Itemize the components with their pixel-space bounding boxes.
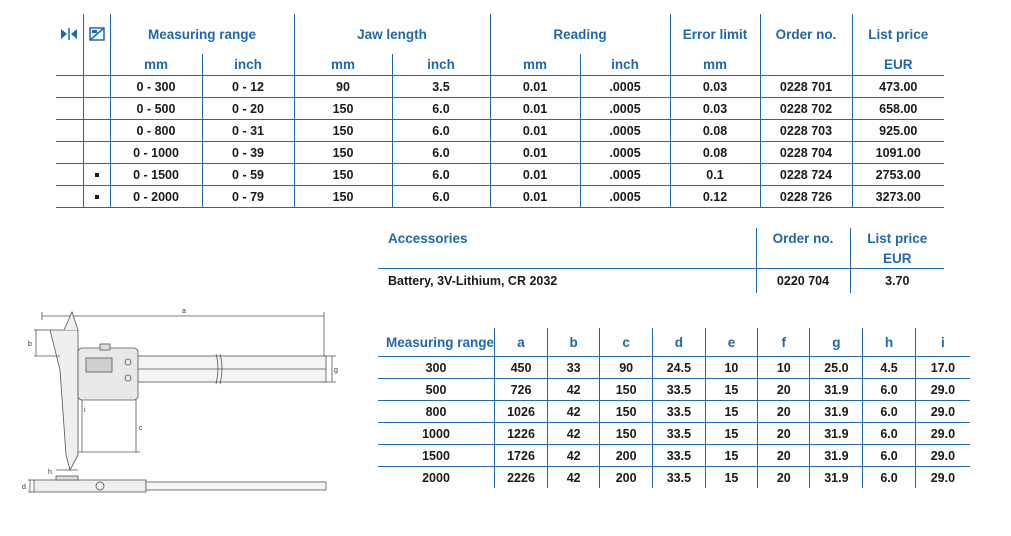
order-no-cell: 0228 704 [760,142,852,164]
dim-value-cell: 31.9 [810,401,863,423]
price-cell: 1091.00 [852,142,944,164]
price-cell: 2753.00 [852,164,944,186]
mark-cell [83,76,110,98]
mark-cell [83,142,110,164]
accessory-name: Battery, 3V-Lithium, CR 2032 [378,269,756,294]
range-mm-cell: 0 - 1500 [110,164,202,186]
jaw-mm-cell: 150 [294,120,392,142]
blank-cell [56,142,83,164]
acc-price-header: List price [850,228,944,248]
order-no-header: Order no. [760,14,852,54]
jaw-mm-cell: 150 [294,142,392,164]
jaw-mm-cell: 150 [294,98,392,120]
range-inch-cell: 0 - 39 [202,142,294,164]
table-row [378,401,970,423]
dim-value-cell: 20 [758,423,810,445]
jaw-mm-cell: 150 [294,164,392,186]
dim-label-c: c [139,425,143,432]
dim-col-header: a [495,328,548,357]
dim-value-cell: 33 [547,357,599,379]
dim-value-cell: 24.5 [652,357,705,379]
jaw-mm-subheader: mm [294,54,392,76]
dim-value-cell: 29.0 [915,467,970,489]
jaw-inch-cell: 6.0 [392,164,490,186]
dim-value-cell: 31.9 [810,423,863,445]
dim-range-cell: 1500 [378,445,495,467]
price-cell: 3273.00 [852,186,944,208]
reading-mm-cell: 0.01 [490,142,580,164]
range-inch-cell: 0 - 20 [202,98,294,120]
dim-value-cell: 33.5 [652,445,705,467]
blank-cell [56,76,83,98]
dim-value-cell: 42 [547,445,599,467]
dim-value-cell: 42 [547,423,599,445]
range-inch-cell: 0 - 31 [202,120,294,142]
reading-mm-cell: 0.01 [490,76,580,98]
dim-range-cell: 800 [378,401,495,423]
acc-order-header: Order no. [756,228,850,248]
price-cell: 473.00 [852,76,944,98]
price-cell: 658.00 [852,98,944,120]
list-price-header: List price [852,14,944,54]
error-limit-cell: 0.03 [670,76,760,98]
dim-value-cell: 6.0 [863,467,916,489]
dim-range-header: Measuring range [386,334,495,350]
range-inch-cell: 0 - 12 [202,76,294,98]
dim-range-cell: 500 [378,379,495,401]
dim-value-cell: 29.0 [915,423,970,445]
accessory-price: 3.70 [850,269,944,294]
dim-value-cell: 33.5 [652,423,705,445]
dim-col-header: b [547,328,599,357]
accessory-order: 0220 704 [756,269,850,294]
reading-mm-cell: 0.01 [490,120,580,142]
jaw-inch-subheader: inch [392,54,490,76]
dim-value-cell: 150 [600,423,653,445]
reading-inch-cell: .0005 [580,76,670,98]
jaw-inch-cell: 3.5 [392,76,490,98]
dim-value-cell: 31.9 [810,379,863,401]
reading-inch-cell: .0005 [580,142,670,164]
jaw-inch-cell: 6.0 [392,120,490,142]
dim-value-cell: 90 [600,357,653,379]
price-eur-subheader: EUR [852,54,944,76]
dim-value-cell: 31.9 [810,467,863,489]
dim-value-cell: 150 [600,401,653,423]
error-limit-header: Error limit [670,14,760,54]
table-row [56,120,944,142]
range-inch-subheader: inch [202,54,294,76]
dim-value-cell: 450 [495,357,548,379]
blank-cell [56,120,83,142]
range-mm-cell: 0 - 1000 [110,142,202,164]
order-no-cell: 0228 701 [760,76,852,98]
dim-label-g: g [334,367,338,374]
clamp-symbol-icon [56,14,83,54]
dim-value-cell: 1726 [495,445,548,467]
reading-header: Reading [490,14,670,54]
table-row [56,142,944,164]
dim-col-header: i [915,328,970,357]
dimensions-table [378,328,970,488]
bullet-icon [95,195,99,199]
jaw-inch-cell: 6.0 [392,98,490,120]
dim-value-cell: 42 [547,467,599,489]
blank-header [756,248,850,269]
dim-col-header: e [705,328,757,357]
dim-value-cell: 10 [758,357,810,379]
dim-value-cell: 20 [758,445,810,467]
range-mm-cell: 0 - 2000 [110,186,202,208]
accessories-header: Accessories [388,230,468,246]
table-row [378,423,970,445]
dim-col-header: f [758,328,810,357]
error-limit-cell: 0.03 [670,98,760,120]
reading-inch-cell: .0005 [580,164,670,186]
dim-range-cell: 300 [378,357,495,379]
dim-value-cell: 20 [758,401,810,423]
table-row [378,379,970,401]
dim-label-h: h [48,469,52,476]
dim-value-cell: 150 [600,379,653,401]
reading-inch-subheader: inch [580,54,670,76]
dim-value-cell: 42 [547,379,599,401]
reading-mm-cell: 0.01 [490,164,580,186]
mark-cell [83,164,110,186]
dim-value-cell: 1026 [495,401,548,423]
table-row [56,98,944,120]
reading-inch-cell: .0005 [580,186,670,208]
dim-col-header: h [863,328,916,357]
reading-inch-cell: .0005 [580,120,670,142]
dim-label-b: b [28,341,32,348]
dim-col-header: g [810,328,863,357]
order-no-cell: 0228 703 [760,120,852,142]
blank-header [56,54,83,76]
dim-col-header: c [600,328,653,357]
table-row [56,186,944,208]
dim-value-cell: 42 [547,401,599,423]
error-limit-cell: 0.08 [670,142,760,164]
dim-col-header: d [652,328,705,357]
range-mm-cell: 0 - 300 [110,76,202,98]
dim-value-cell: 33.5 [652,467,705,489]
table-row [378,445,970,467]
dim-label-d: d [22,484,26,491]
dim-value-cell: 17.0 [915,357,970,379]
dim-value-cell: 726 [495,379,548,401]
mark-cell [83,120,110,142]
blank-cell [56,164,83,186]
dim-value-cell: 15 [705,379,757,401]
dim-value-cell: 33.5 [652,401,705,423]
dim-value-cell: 6.0 [863,445,916,467]
range-inch-cell: 0 - 79 [202,186,294,208]
table-row [378,357,970,379]
range-mm-subheader: mm [110,54,202,76]
range-mm-cell: 0 - 500 [110,98,202,120]
dim-value-cell: 1226 [495,423,548,445]
blank-header [378,248,756,269]
blank-header [83,54,110,76]
error-mm-subheader: mm [670,54,760,76]
dim-value-cell: 2226 [495,467,548,489]
dim-range-cell: 2000 [378,467,495,489]
error-limit-cell: 0.12 [670,186,760,208]
error-limit-cell: 0.1 [670,164,760,186]
accessories-table [378,228,944,293]
dim-label-a: a [182,308,186,315]
dim-value-cell: 25.0 [810,357,863,379]
dim-value-cell: 200 [600,467,653,489]
dim-value-cell: 15 [705,401,757,423]
price-cell: 925.00 [852,120,944,142]
dim-value-cell: 10 [705,357,757,379]
dim-value-cell: 20 [758,467,810,489]
order-no-cell: 0228 702 [760,98,852,120]
table-row [56,76,944,98]
blank-cell [56,98,83,120]
caliper-drawing [20,300,340,500]
dim-value-cell: 15 [705,423,757,445]
reading-mm-cell: 0.01 [490,186,580,208]
dim-value-cell: 29.0 [915,401,970,423]
main-product-table [56,14,944,208]
blank-cell [56,186,83,208]
range-inch-cell: 0 - 59 [202,164,294,186]
order-no-cell: 0228 724 [760,164,852,186]
dim-value-cell: 15 [705,445,757,467]
data-output-icon [83,14,110,54]
jaw-length-header: Jaw length [294,14,490,54]
dim-value-cell: 6.0 [863,379,916,401]
dim-value-cell: 6.0 [863,423,916,445]
dim-value-cell: 31.9 [810,445,863,467]
jaw-mm-cell: 150 [294,186,392,208]
dim-value-cell: 20 [758,379,810,401]
error-limit-cell: 0.08 [670,120,760,142]
acc-price-unit: EUR [850,248,944,269]
dim-range-cell: 1000 [378,423,495,445]
mark-cell [83,98,110,120]
dim-value-cell: 33.5 [652,379,705,401]
dim-value-cell: 200 [600,445,653,467]
dim-value-cell: 29.0 [915,379,970,401]
mark-cell [83,186,110,208]
dim-value-cell: 4.5 [863,357,916,379]
dim-label-i: i [84,407,86,414]
order-no-cell: 0228 726 [760,186,852,208]
order-blank-subheader [760,54,852,76]
table-row [378,467,970,489]
table-row [56,164,944,186]
reading-mm-cell: 0.01 [490,98,580,120]
dim-value-cell: 6.0 [863,401,916,423]
jaw-inch-cell: 6.0 [392,186,490,208]
bullet-icon [95,173,99,177]
dim-value-cell: 29.0 [915,445,970,467]
range-mm-cell: 0 - 800 [110,120,202,142]
reading-inch-cell: .0005 [580,98,670,120]
reading-mm-subheader: mm [490,54,580,76]
jaw-mm-cell: 90 [294,76,392,98]
jaw-inch-cell: 6.0 [392,142,490,164]
measuring-range-header: Measuring range [110,14,294,54]
dim-value-cell: 15 [705,467,757,489]
